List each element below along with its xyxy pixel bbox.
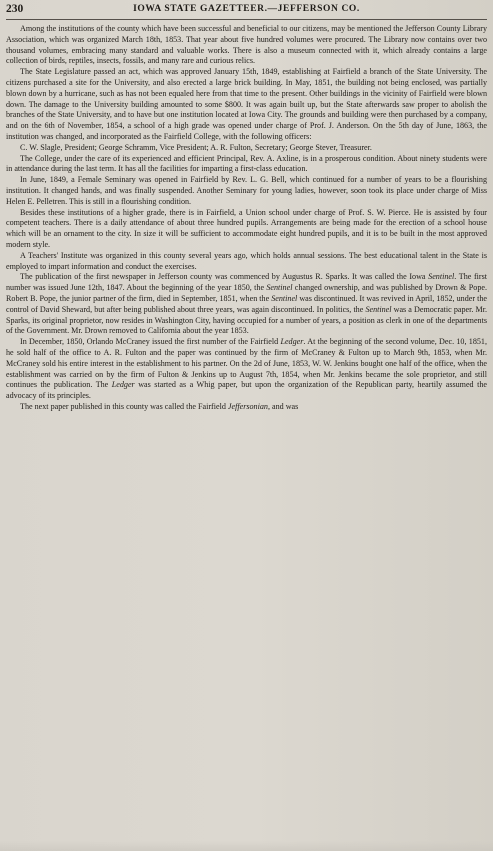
text-run: . The first number was issued June 12th, 1847. About the beginning of the year 1850, the bbox=[6, 272, 488, 293]
paragraph-female-seminary: In June, 1849, a Female Seminary was opened in Fairfield by Rev. L. G. Bell, which continued for a number of years to be a flourishing institution. It changed hands, and was finally suspended. Another Seminary for young ladies, however, soon took its place under charge of Miss Helen E. Pelletren. This is still in a flourishing condition. bbox=[6, 175, 487, 206]
paragraph-union-school: Besides these institutions of a higher grade, there is in Fairfield, a Union school under charge of Prof. S. W. Pierce. He is assisted by four competent teachers. There is a daily attendance of about three hundred pupils. Arrangements are being made for the erection of a school house which will be an ornament to the city. In size it will be sufficient to accommodate eight hundred pupils, and it is to be built in the most approved modern style. bbox=[6, 207, 487, 249]
text-run: . At the beginning of the second volume, Dec. 10, 1851, he sold half of the office to A. R. Fulton and the paper was continued by the firm of McCraney & Fulton up to March 9th, 1853, when Mr. McCraney sold his entire interest in the establishment to his partner. On the 2d of June, 1853, W. W. Jenkins bought one half of the office, when the establishment was carried on by the firm of Fulton & Jenkins up to August 7th, 1854, when Mr. Jenkins became the sole proprietor, and still continues the publication. The bbox=[6, 337, 487, 390]
newspaper-name: Sentinel bbox=[266, 283, 293, 293]
paragraph-ledger-newspaper bbox=[6, 337, 487, 402]
paragraph-college-officers: C. W. Slagle, President; George Schramm, Vice President; A. R. Fulton, Secretary; George Stever, Treasurer. bbox=[20, 142, 372, 152]
text-run: changed ownership, and was published by Drown & Pope. Robert B. Pope, the junior partner of the firm, died in September, 1851, when the bbox=[6, 283, 487, 303]
text-run: was started as a Whig paper, but upon the organization of the Republican party, heartily assumed the advocacy of its principles. bbox=[6, 380, 487, 401]
page-bottom-shadow bbox=[0, 841, 493, 851]
paragraph-teachers-institute: A Teachers' Institute was organized in this county several years ago, which holds annual sessions. The best educational talent in the State is employed to impart information and conduct the exercises. bbox=[6, 250, 487, 271]
text-run: was a Democratic paper. Mr. Sparks, its original proprietor, now resides in Washington City, having occupied for a number of years, a position as clerk in one of the departments of the Government. Mr. Drown removed to California about the year 1853. bbox=[6, 304, 487, 336]
text-run: , and was bbox=[267, 401, 299, 411]
paragraph-state-university: The State Legislature passed an act, which was approved January 15th, 1849, establishing at Fairfield a branch of the State University. The citizens purchased a site for the University, and also erected a large brick building. In May, 1851, the building not being enclosed, was partially blown down by a hurricane, such as has not been equaled here from that time to the present. Other buildings in the vicinity of Fairfield were blown down. The damage to the University building amounted to some $800. It was again built up, but the State afterwards saw proper to abolish the branches of the State University, and to have but one institution located at Iowa City. The grounds and building were then purchased by a company, and on the 6th of November, 1854, a school of a high grade was opened under charge of Prof. J. Anderson. On the 5th day of June, 1863, the institution was changed, and incorporated as the Fairfield College, with the following officers: bbox=[6, 67, 487, 141]
paragraph-jeffersonian-newspaper bbox=[6, 402, 487, 413]
paragraph-college-principal: The College, under the care of its experienced and efficient Principal, Rev. A. Axline, is in a prosperous condition. About ninety students were in attendance during the last term. It has all the facilities for imparting a first-class education. bbox=[6, 153, 487, 174]
article-body bbox=[6, 24, 487, 413]
text-run: In December, 1850, Orlando McCraney issued the first number of the Fairfield bbox=[20, 337, 281, 347]
newspaper-name: Ledger bbox=[111, 380, 135, 390]
newspaper-name: Sentinel bbox=[271, 293, 298, 303]
newspaper-name: Jeffersonian bbox=[227, 401, 268, 411]
paragraph-library-association: Among the institutions of the county which have been successful and beneficial to our citizens, may be mentioned the Jefferson County Library Association, which was organized March 18th, 1853. That year about five hundred volumes were procured. The Library now contains over two thousand volumes, embracing many standard and valuable works. There is also a museum connected with it, which already contains a large collection of birds, reptiles, insects, fossils, and many rare and curious relics. bbox=[6, 24, 487, 66]
text-run: The next paper published in this county was called the Fairfield bbox=[20, 401, 228, 411]
newspaper-name: Sentinel bbox=[365, 304, 392, 314]
page-number: 230 bbox=[6, 3, 24, 15]
page-header bbox=[6, 2, 487, 20]
running-title: IOWA STATE GAZETTEER.—JEFFERSON CO. bbox=[133, 4, 360, 14]
paragraph-sentinel-newspaper bbox=[6, 272, 487, 337]
newspaper-name: Sentinel bbox=[428, 272, 455, 282]
text-run: was discontinued. It was revived in April, 1852, under the control of David Sheward, but after being published about three years, was again discontinued. In politics, the bbox=[6, 293, 487, 314]
newspaper-name: Ledger bbox=[280, 337, 304, 347]
text-run: The publication of the first newspaper in Jefferson county was commenced by Augustus R. Sparks. It was called the Iowa bbox=[20, 272, 429, 282]
